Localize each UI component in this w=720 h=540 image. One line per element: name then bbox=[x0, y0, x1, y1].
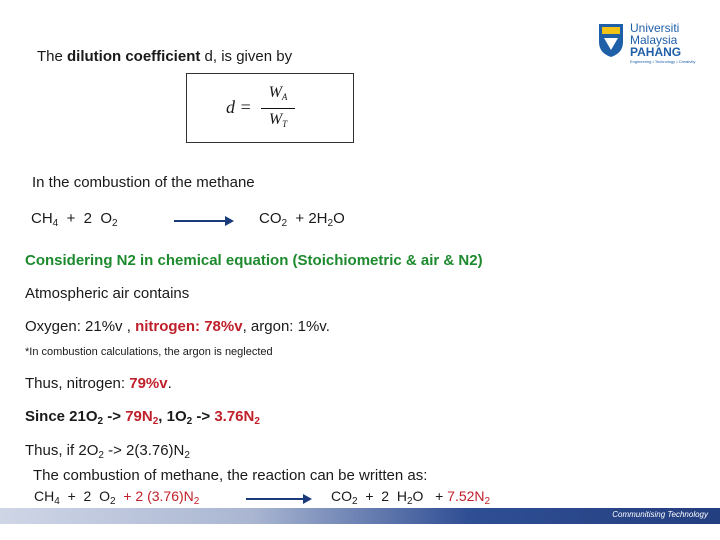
formula-denominator-sub: T bbox=[282, 119, 288, 129]
thus-nitrogen-end: . bbox=[167, 375, 172, 392]
r2-h-sub: 2 bbox=[406, 496, 413, 507]
thus-if-a: Thus, if 2O bbox=[25, 442, 99, 459]
thus-if bbox=[25, 442, 190, 459]
since-c-sub: 2 bbox=[152, 416, 159, 427]
thus-if-b-sub: 2 bbox=[184, 450, 190, 461]
r1-o-sub: 2 bbox=[112, 218, 118, 229]
argon-note: *In combustion calculations, the argon is neglected bbox=[25, 346, 273, 358]
r2-ch: CH bbox=[34, 488, 55, 504]
footer-slogan: Communitising Technology bbox=[612, 510, 708, 519]
thus-nitrogen bbox=[25, 375, 172, 392]
formula-box bbox=[186, 73, 354, 143]
r2-n2-sub: 2 bbox=[484, 496, 491, 507]
r1-h-sub: 2 bbox=[327, 218, 334, 229]
since-f-sub: 2 bbox=[254, 416, 260, 427]
thus-nitrogen-text: Thus, nitrogen: bbox=[25, 375, 130, 392]
combustion-statement: The combustion of methane, the reaction can be written as: bbox=[33, 467, 428, 484]
r1-ch-sub: 4 bbox=[52, 218, 59, 229]
r1-o: + 2 O bbox=[58, 210, 113, 227]
since-a: Since 21O bbox=[25, 408, 98, 425]
formula-fraction bbox=[261, 84, 295, 129]
shield-logo-icon bbox=[598, 22, 624, 58]
formula-numerator-sub: A bbox=[281, 92, 288, 102]
logo-tagline: Engineering • Technology • Creativity bbox=[630, 59, 696, 64]
r2-n2: 7.52N bbox=[447, 488, 485, 504]
composition-nitrogen: nitrogen: 78%v bbox=[135, 318, 243, 335]
air-composition bbox=[25, 318, 330, 335]
r1-co-sub: 2 bbox=[281, 218, 288, 229]
thus-nitrogen-value: 79%v bbox=[129, 375, 168, 392]
reaction1-reactants bbox=[31, 210, 118, 227]
intro-text: The bbox=[37, 48, 68, 65]
logo-line-universiti: Universiti bbox=[630, 21, 680, 35]
fraction-bar bbox=[261, 108, 295, 109]
footer-bar bbox=[0, 508, 720, 524]
intro-bold-term: dilution coefficient bbox=[67, 48, 201, 65]
dilution-intro bbox=[37, 48, 292, 65]
since-d-sub: 2 bbox=[186, 416, 193, 427]
since-e: -> bbox=[192, 408, 215, 425]
reaction2-products bbox=[331, 488, 491, 507]
combustion-intro: In the combustion of the methane bbox=[32, 174, 255, 191]
formula-lhs: d = bbox=[226, 97, 252, 117]
r2-o: + 2 O bbox=[59, 488, 110, 504]
logo-line-pahang: PAHANG bbox=[630, 45, 682, 59]
r1-ch: CH bbox=[31, 210, 53, 227]
r2-n: + 2 (3.76)N bbox=[115, 488, 194, 504]
r2-co: CO bbox=[331, 488, 352, 504]
air-title: Atmospheric air contains bbox=[25, 285, 190, 302]
intro-text-end: d, is given by bbox=[200, 48, 293, 65]
since-d: , 1O bbox=[158, 408, 187, 425]
since-b: -> bbox=[103, 408, 126, 425]
formula-denominator: W bbox=[268, 111, 283, 128]
reaction2-arrow-icon bbox=[246, 494, 312, 504]
logo-line-malaysia: Malaysia bbox=[630, 33, 678, 47]
composition-argon: , argon: 1%v. bbox=[242, 318, 330, 335]
r2-co-sub: 2 bbox=[352, 496, 358, 507]
thus-if-b: -> 2(3.76)N bbox=[103, 442, 185, 459]
since-a-sub: 2 bbox=[97, 416, 104, 427]
r2-h: + 2 H bbox=[357, 488, 407, 504]
r2-o-sub: 2 bbox=[110, 496, 116, 507]
since-f: 3.76N bbox=[214, 408, 255, 425]
reaction1-products bbox=[259, 210, 345, 227]
thus-if-a-sub: 2 bbox=[98, 450, 104, 461]
formula-numerator: W bbox=[268, 84, 282, 101]
reaction1-arrow-icon bbox=[174, 216, 234, 226]
section-heading: Considering N2 in chemical equation (Stoichiometric & air & N2) bbox=[25, 252, 483, 269]
composition-oxygen: Oxygen: 21%v , bbox=[25, 318, 136, 335]
r1-co: CO bbox=[259, 210, 282, 227]
r1-o-end: O bbox=[333, 210, 345, 227]
reaction2-reactants bbox=[34, 488, 200, 507]
university-logo bbox=[598, 20, 702, 66]
r2-n-sub: 2 bbox=[193, 496, 200, 507]
r2-o-plus: O + bbox=[412, 488, 448, 504]
r1-h: + 2H bbox=[287, 210, 328, 227]
r2-ch-sub: 4 bbox=[54, 496, 60, 507]
since-c: 79N bbox=[125, 408, 153, 425]
since-ratio bbox=[25, 408, 260, 425]
